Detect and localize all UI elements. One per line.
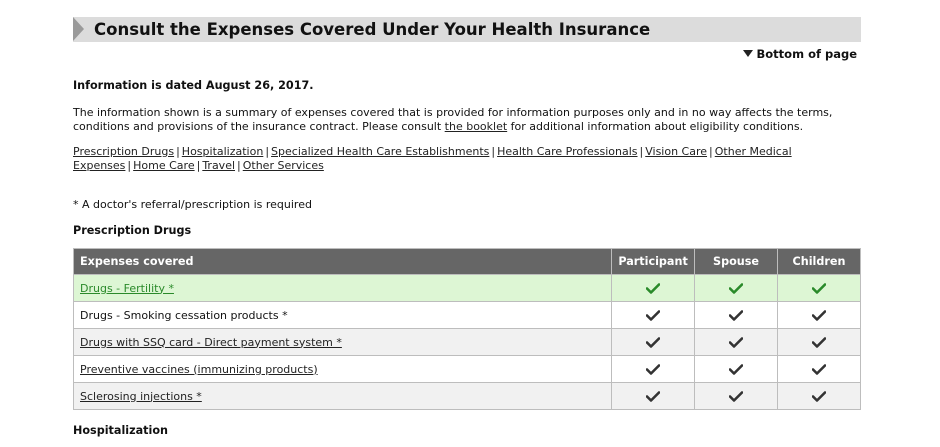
triangle-down-icon [743, 50, 753, 57]
checkmark-icon [812, 364, 826, 375]
expense-label: Drugs - Smoking cessation products * [80, 308, 288, 322]
table-row[interactable] [74, 329, 861, 356]
booklet-link[interactable]: the booklet [444, 119, 508, 133]
checkmark-icon [729, 364, 743, 375]
checkmark-icon [729, 391, 743, 402]
expense-link[interactable]: Preventive vaccines (immunizing products) [80, 362, 318, 376]
header-children: Children [778, 249, 861, 275]
checkmark-icon [812, 283, 826, 294]
checkmark-icon [729, 310, 743, 321]
bottom-of-page-label: Bottom of page [756, 47, 857, 61]
info-date: Information is dated August 26, 2017. [73, 79, 314, 92]
expense-cell [74, 383, 612, 410]
coverage-spouse-cell [695, 275, 778, 302]
header-expenses-covered: Expenses covered [74, 249, 612, 275]
nav-separator: | [127, 158, 132, 172]
coverage-spouse-cell [695, 356, 778, 383]
nav-separator: | [265, 145, 270, 158]
nav-link-travel[interactable]: Travel [202, 158, 236, 172]
nav-separator: | [176, 145, 180, 158]
table-row [74, 302, 861, 329]
checkmark-icon [646, 337, 660, 348]
checkmark-icon [812, 337, 826, 348]
nav-link-prescription-drugs[interactable]: Prescription Drugs [73, 145, 175, 158]
expense-link[interactable]: Drugs with SSQ card - Direct payment system * [80, 335, 342, 349]
checkmark-icon [812, 391, 826, 402]
nav-link-other-medical-expenses[interactable]: Other Medical Expenses [73, 145, 792, 172]
expense-cell [74, 329, 612, 356]
coverage-participant-cell [612, 302, 695, 329]
desc-text-before: The information shown is a summary of expenses covered that is provided for information purposes only and in no way affects the terms, conditions and provisions of the insurance contract. Please consult [73, 106, 833, 133]
checkmark-icon [646, 391, 660, 402]
expense-link[interactable]: Drugs - Fertility * [80, 281, 174, 295]
nav-separator: | [196, 158, 201, 172]
nav-separator: | [709, 145, 713, 158]
coverage-children-cell [778, 302, 861, 329]
header-spouse: Spouse [695, 249, 778, 275]
expense-cell [74, 275, 612, 302]
expense-cell [74, 302, 612, 329]
section-nav [73, 145, 853, 172]
coverage-spouse-cell [695, 383, 778, 410]
nav-link-specialized-establishments[interactable]: Specialized Health Care Establishments [271, 145, 490, 158]
nav-link-vision-care[interactable]: Vision Care [645, 145, 708, 158]
table-row[interactable] [74, 383, 861, 410]
nav-separator: | [237, 158, 241, 172]
coverage-children-cell [778, 329, 861, 356]
bottom-of-page-link[interactable] [743, 47, 857, 61]
coverage-participant-cell [612, 383, 695, 410]
section-heading-prescription-drugs: Prescription Drugs [73, 224, 192, 237]
title-bar [73, 17, 861, 42]
coverage-participant-cell [612, 329, 695, 356]
info-description [73, 106, 853, 133]
checkmark-icon [646, 310, 660, 321]
table-row[interactable] [74, 275, 861, 302]
coverage-spouse-cell [695, 329, 778, 356]
coverage-participant-cell [612, 356, 695, 383]
arrow-right-icon [73, 17, 84, 41]
table-row[interactable] [74, 356, 861, 383]
coverage-participant-cell [612, 275, 695, 302]
nav-separator: | [491, 145, 496, 158]
header-participant: Participant [612, 249, 695, 275]
expenses-table [73, 248, 861, 410]
coverage-spouse-cell [695, 302, 778, 329]
nav-link-health-care-professionals[interactable]: Health Care Professionals [497, 145, 638, 158]
desc-text-after: for additional information about eligibility conditions. [507, 119, 804, 133]
coverage-children-cell [778, 356, 861, 383]
table-header-row [74, 249, 861, 275]
nav-link-hospitalization[interactable]: Hospitalization [181, 145, 264, 158]
coverage-children-cell [778, 383, 861, 410]
expense-cell [74, 356, 612, 383]
checkmark-icon [729, 283, 743, 294]
nav-link-other-services[interactable]: Other Services [242, 158, 324, 172]
checkmark-icon [646, 283, 660, 294]
nav-separator: | [639, 145, 644, 158]
nav-link-home-care[interactable]: Home Care [133, 158, 195, 172]
expense-link[interactable]: Sclerosing injections * [80, 389, 202, 403]
coverage-children-cell [778, 275, 861, 302]
checkmark-icon [646, 364, 660, 375]
referral-note: * A doctor's referral/prescription is required [73, 198, 312, 211]
checkmark-icon [729, 337, 743, 348]
section-heading-hospitalization: Hospitalization [73, 424, 169, 437]
page-title: Consult the Expenses Covered Under Your Health Insurance [94, 20, 651, 39]
table-body [74, 275, 861, 410]
checkmark-icon [812, 310, 826, 321]
